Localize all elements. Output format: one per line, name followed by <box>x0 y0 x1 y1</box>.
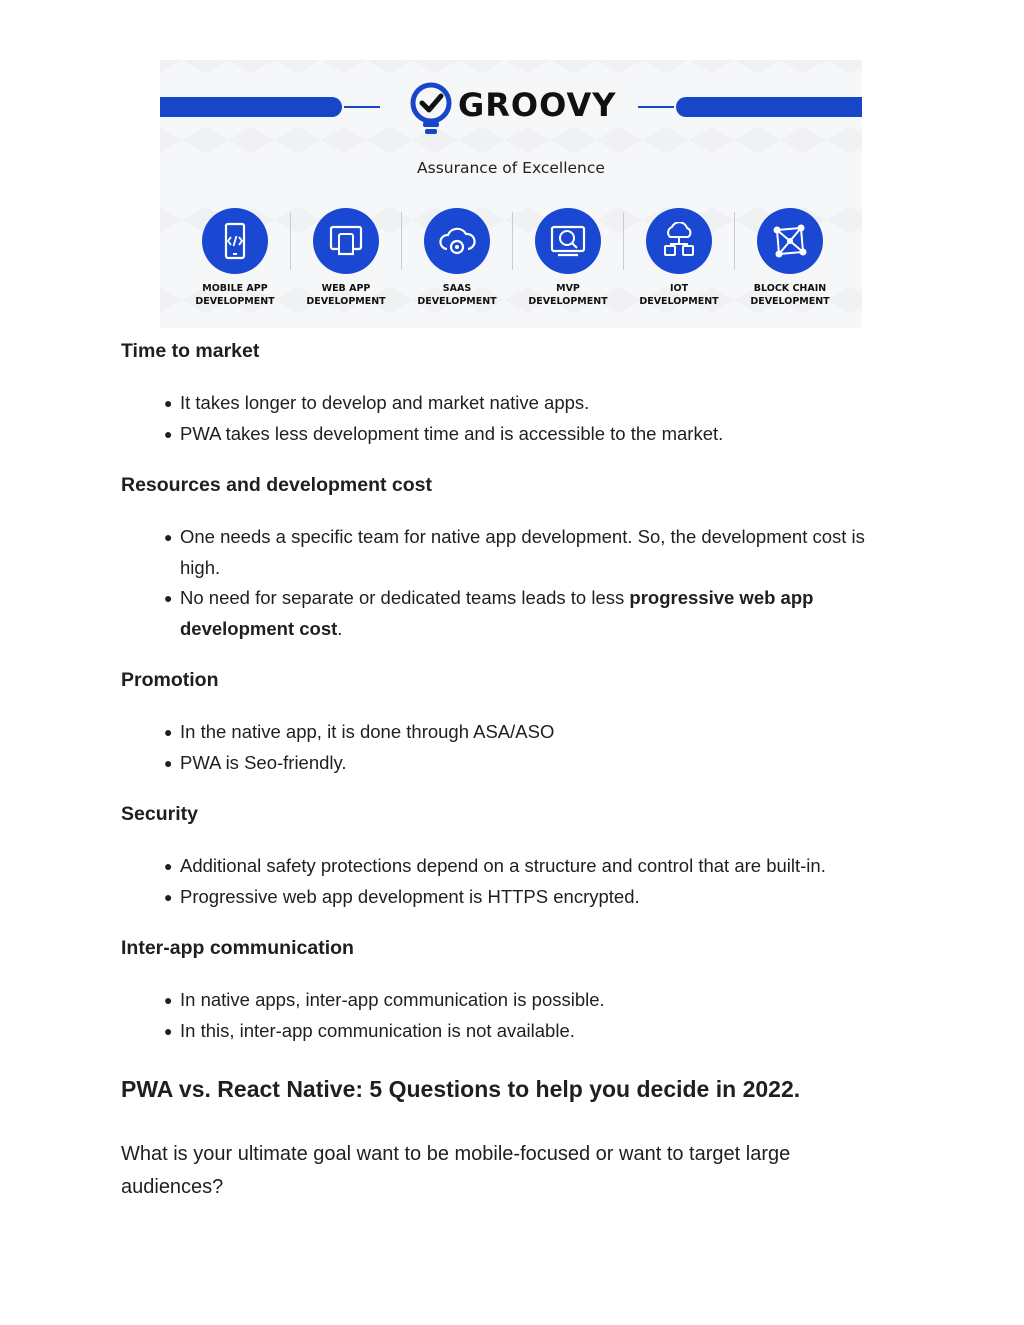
service-label: BLOCK CHAIN DEVELOPMENT <box>750 283 830 307</box>
service-iot <box>624 208 734 318</box>
service-mobile-app <box>180 208 290 318</box>
list-item: ● One needs a specific team for native app development. So, the development cost is high. <box>160 522 905 583</box>
banner-bar-left <box>160 97 342 117</box>
section-heading-promotion: Promotion <box>121 669 219 691</box>
mvp-search-icon <box>548 223 588 259</box>
main-heading: PWA vs. React Native: 5 Questions to help you decide in 2022. <box>121 1076 801 1102</box>
service-label: MVP DEVELOPMENT <box>528 283 608 307</box>
bold-phrase: progressive web app development cost <box>180 587 814 639</box>
section-heading-time-to-market: Time to market <box>121 340 260 362</box>
list-item-rich: ● No need for separate or dedicated teams leads to less progressive web app development cost. <box>160 583 905 644</box>
section-heading-inter-app: Inter-app communication <box>121 937 354 959</box>
code-phone-icon <box>217 221 253 261</box>
question-paragraph: What is your ultimate goal want to be mobile-focused or want to target large audiences? <box>121 1143 791 1198</box>
service-label: MOBILE APP DEVELOPMENT <box>195 283 275 307</box>
list-item: ● PWA takes less development time and is accessible to the market. <box>160 419 905 450</box>
iot-cloud-icon <box>659 222 699 260</box>
banner-bar-right <box>676 97 862 117</box>
list-item: ● It takes longer to develop and market native apps. <box>160 388 905 419</box>
banner-line-left <box>344 106 380 108</box>
list-item: ● PWA is Seo-friendly. <box>160 748 905 779</box>
section-heading-security: Security <box>121 803 198 825</box>
service-icon-circle <box>757 208 823 274</box>
bullet-list-promotion <box>160 717 905 778</box>
list-item: ● Additional safety protections depend on a structure and control that are built-in. <box>160 851 905 882</box>
service-icon-circle <box>313 208 379 274</box>
service-blockchain <box>735 208 845 318</box>
service-label: SAAS DEVELOPMENT <box>417 283 497 307</box>
blockchain-network-icon <box>771 222 809 260</box>
groovy-banner-image <box>160 60 862 328</box>
bullet-list-security <box>160 851 905 912</box>
service-mvp <box>513 208 623 318</box>
section-heading-resources-cost: Resources and development cost <box>121 474 433 496</box>
brand-tagline: Assurance of Excellence <box>417 159 605 177</box>
bullet-list-time-to-market <box>160 388 905 449</box>
service-label: IOT DEVELOPMENT <box>639 283 719 307</box>
service-icon-circle <box>202 208 268 274</box>
service-icon-circle <box>535 208 601 274</box>
web-devices-icon <box>326 223 366 259</box>
services-row <box>180 208 842 318</box>
banner-line-right <box>638 106 674 108</box>
bullet-list-inter-app <box>160 985 905 1046</box>
service-saas <box>402 208 512 318</box>
brand-name: GROOVY <box>458 86 617 124</box>
service-web-app <box>291 208 401 318</box>
service-icon-circle <box>646 208 712 274</box>
service-label: WEB APP DEVELOPMENT <box>306 283 386 307</box>
service-icon-circle <box>424 208 490 274</box>
list-item: ● In the native app, it is done through ASA/ASO <box>160 717 905 748</box>
list-item: ● In this, inter-app communication is not available. <box>160 1016 905 1047</box>
list-item: ● In native apps, inter-app communication is possible. <box>160 985 905 1016</box>
bulb-check-logo-icon <box>410 82 452 138</box>
cloud-gear-icon <box>437 223 477 259</box>
list-item: ● Progressive web app development is HTTPS encrypted. <box>160 882 905 913</box>
bullet-list-resources-cost <box>160 522 905 644</box>
